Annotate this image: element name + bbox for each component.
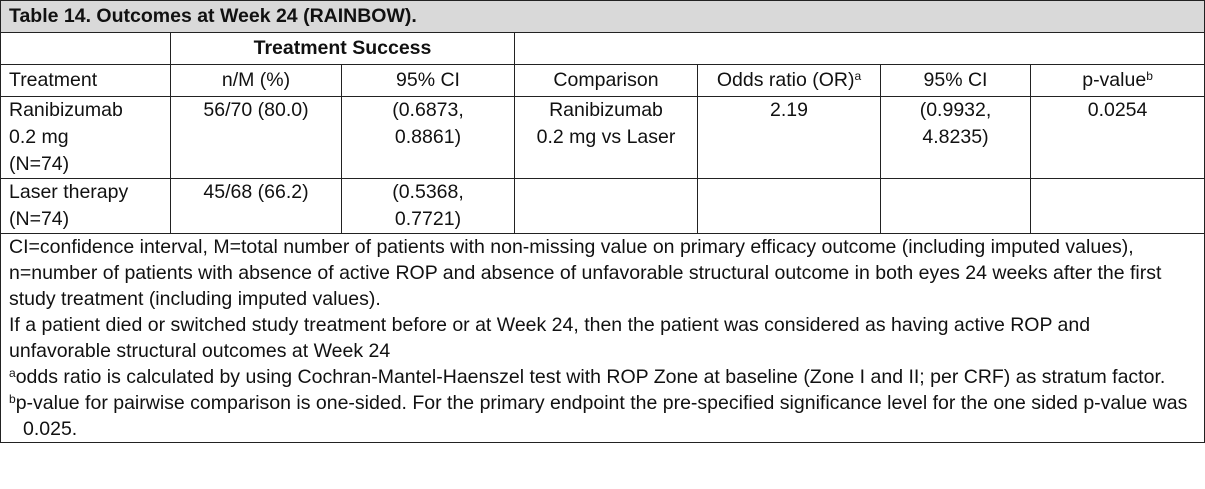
cell-treatment: Ranibizumab 0.2 mg (N=74) [1,97,171,179]
treatment-success-header: Treatment Success [171,33,515,65]
cell-odds-ratio: 2.19 [698,97,881,179]
footnote-a-mark: a [9,366,16,380]
col-header-odds-ratio [698,65,881,97]
cell-ci2: (0.9932, 4.8235) [881,97,1031,179]
col-header-comparison: Comparison [515,65,698,97]
cell-nm: 45/68 (66.2) [171,179,342,234]
col-header-ci2: 95% CI [881,65,1031,97]
table-title: Table 14. Outcomes at Week 24 (RAINBOW). [1,1,1205,33]
footnote-b-mark: b [9,392,16,406]
p-footnote-mark: b [1146,69,1153,83]
footnote-a [9,364,1196,390]
col-header-p-value [1031,65,1205,97]
header-empty-cell [1,33,171,65]
header-empty-cell [515,33,1205,65]
p-label: p-value [1082,69,1147,91]
cell-p-value [1031,179,1205,234]
footnote-abbreviations: CI=confidence interval, M=total number of patients with non-missing value on primary efficacy outcome (including imputed values), n=number of patients with absence of active ROP and absence of unfavorable structural outcome in both eyes 24 weeks after the first study treatment (including imputed values). [9,236,1162,310]
cell-ci1: (0.5368, 0.7721) [342,179,515,234]
footnote-death-switch: If a patient died or switched study treatment before or at Week 24, then the patient was considered as having active ROP and unfavorable structural outcomes at Week 24 [9,314,1091,362]
col-header-treatment: Treatment [1,65,171,97]
or-label: Odds ratio (OR) [716,69,855,91]
footnote-b-text: p-value for pairwise comparison is one-sided. For the primary endpoint the pre-specified significance level for the one sided p-value was 0.025. [15,392,1188,440]
cell-nm: 56/70 (80.0) [171,97,342,179]
cell-p-value: 0.0254 [1031,97,1205,179]
table-footnotes [1,234,1205,443]
cell-ci2 [881,179,1031,234]
table-row [1,97,1205,179]
table-row [1,179,1205,234]
col-header-nm: n/M (%) [171,65,342,97]
cell-odds-ratio [698,179,881,234]
cell-comparison [515,179,698,234]
cell-treatment: Laser therapy (N=74) [1,179,171,234]
cell-comparison: Ranibizumab 0.2 mg vs Laser [515,97,698,179]
footnote-b [9,390,1196,442]
footnote-a-text: odds ratio is calculated by using Cochran-Mantel-Haenszel test with ROP Zone at baseline (Zone I and II; per CRF) as stratum factor. [15,366,1166,388]
or-footnote-mark: a [854,69,862,83]
col-header-ci1: 95% CI [342,65,515,97]
cell-ci1: (0.6873, 0.8861) [342,97,515,179]
